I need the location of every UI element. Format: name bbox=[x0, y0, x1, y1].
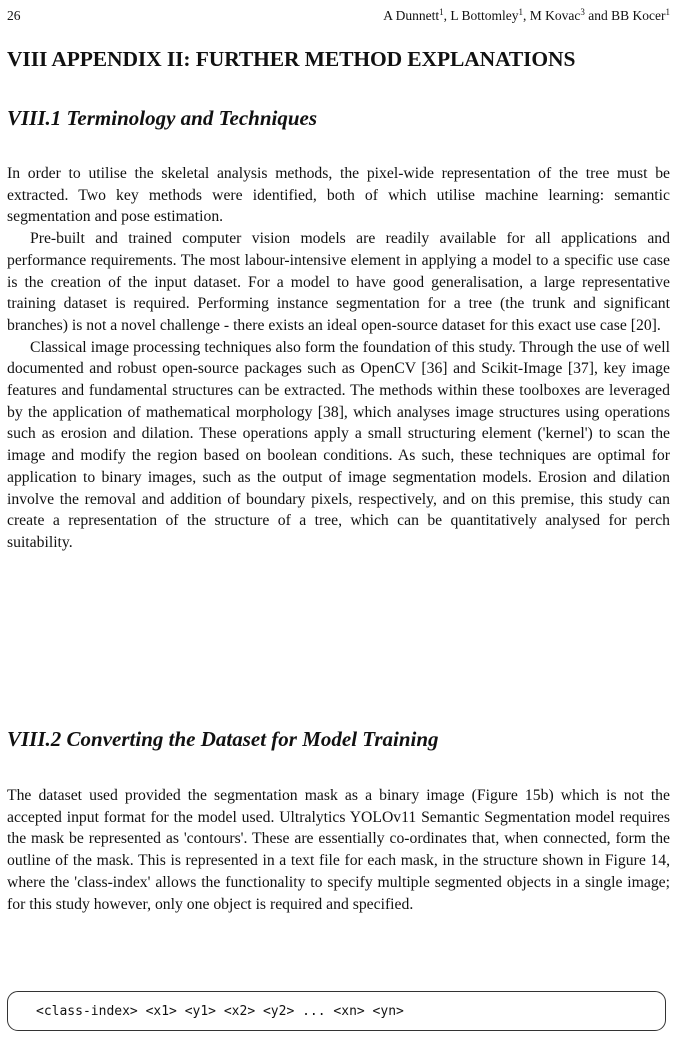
page-number: 26 bbox=[7, 8, 21, 23]
author-name: A Dunnett bbox=[383, 8, 440, 23]
author-separator: , bbox=[523, 8, 530, 23]
affiliation-mark: 1 bbox=[439, 7, 444, 17]
affiliation-mark: 1 bbox=[665, 7, 670, 17]
body-paragraph: Classical image processing techniques also form the foundation of this study. Through the use of well documented and robust open-source packages such as OpenCV [36] and Scikit-Image [37], key image features and fundamental structures can be extracted. The methods within these toolboxes are leveraged by the application of mathematical morphology [38], which analyses image structures using operations such as erosion and dilation. These operations apply a small structuring element ('kernel') to scan the image and modify the region based on boolean conditions. As such, these techniques are optimal for application to binary images, such as the output of image segmentation models. Erosion and dilation involve the removal and addition of boundary pixels, respectively, and on this premise, this study can create a representation of the structure of a tree, which can be quantitatively analysed for perch suitability. bbox=[7, 338, 670, 551]
code-listing-box bbox=[7, 991, 666, 1031]
section-title: VIII APPENDIX II: FURTHER METHOD EXPLANATIONS bbox=[7, 47, 576, 71]
body-paragraph: In order to utilise the skeletal analysis methods, the pixel-wide representation of the tree must be extracted. Two key methods were identified, both of which utilise machine learning: semantic segmentation and pose estimation. bbox=[7, 165, 670, 226]
affiliation-mark: 1 bbox=[518, 7, 523, 17]
author-name: L Bottomley bbox=[450, 8, 519, 23]
running-header bbox=[7, 7, 670, 25]
affiliation-mark: 3 bbox=[580, 7, 585, 17]
author-line bbox=[383, 7, 670, 25]
subsection-body bbox=[7, 785, 670, 915]
subsection-title: VIII.1 Terminology and Techniques bbox=[7, 106, 318, 130]
subsection-title: VIII.2 Converting the Dataset for Model Training bbox=[7, 727, 439, 751]
body-paragraph: Pre-built and trained computer vision models are readily available for all applications and performance requirements. The most labour-intensive element in applying a model to a specific use case is the creation of the input dataset. For a model to have good generalisation, a large representative training dataset is required. Performing instance segmentation for a tree (the trunk and significant branches) is not a novel challenge - there exists an ideal open-source dataset for this exact use case [20]. bbox=[7, 230, 670, 334]
author-separator: , bbox=[443, 8, 451, 23]
subsection-body bbox=[7, 163, 670, 554]
author-separator: and bbox=[584, 8, 612, 23]
body-paragraph: The dataset used provided the segmentation mask as a binary image (Figure 15b) which is not the accepted input format for the model used. Ultralytics YOLOv11 Semantic Segmentation model requires the mask be represented as 'contours'. These are essentially co-ordinates that, when connected, form the outline of the mask. This is represented in a text file for each mask, in the structure shown in Figure 14, where the 'class-index' allows the functionality to specify multiple segmented objects in a single image; for this study however, only one object is required and specified. bbox=[7, 787, 670, 913]
author-name: BB Kocer bbox=[611, 8, 666, 23]
code-listing-text: <class-index> <x1> <y1> <x2> <y2> ... <xn> <yn> bbox=[36, 1004, 404, 1019]
author-name: M Kovac bbox=[529, 8, 581, 23]
